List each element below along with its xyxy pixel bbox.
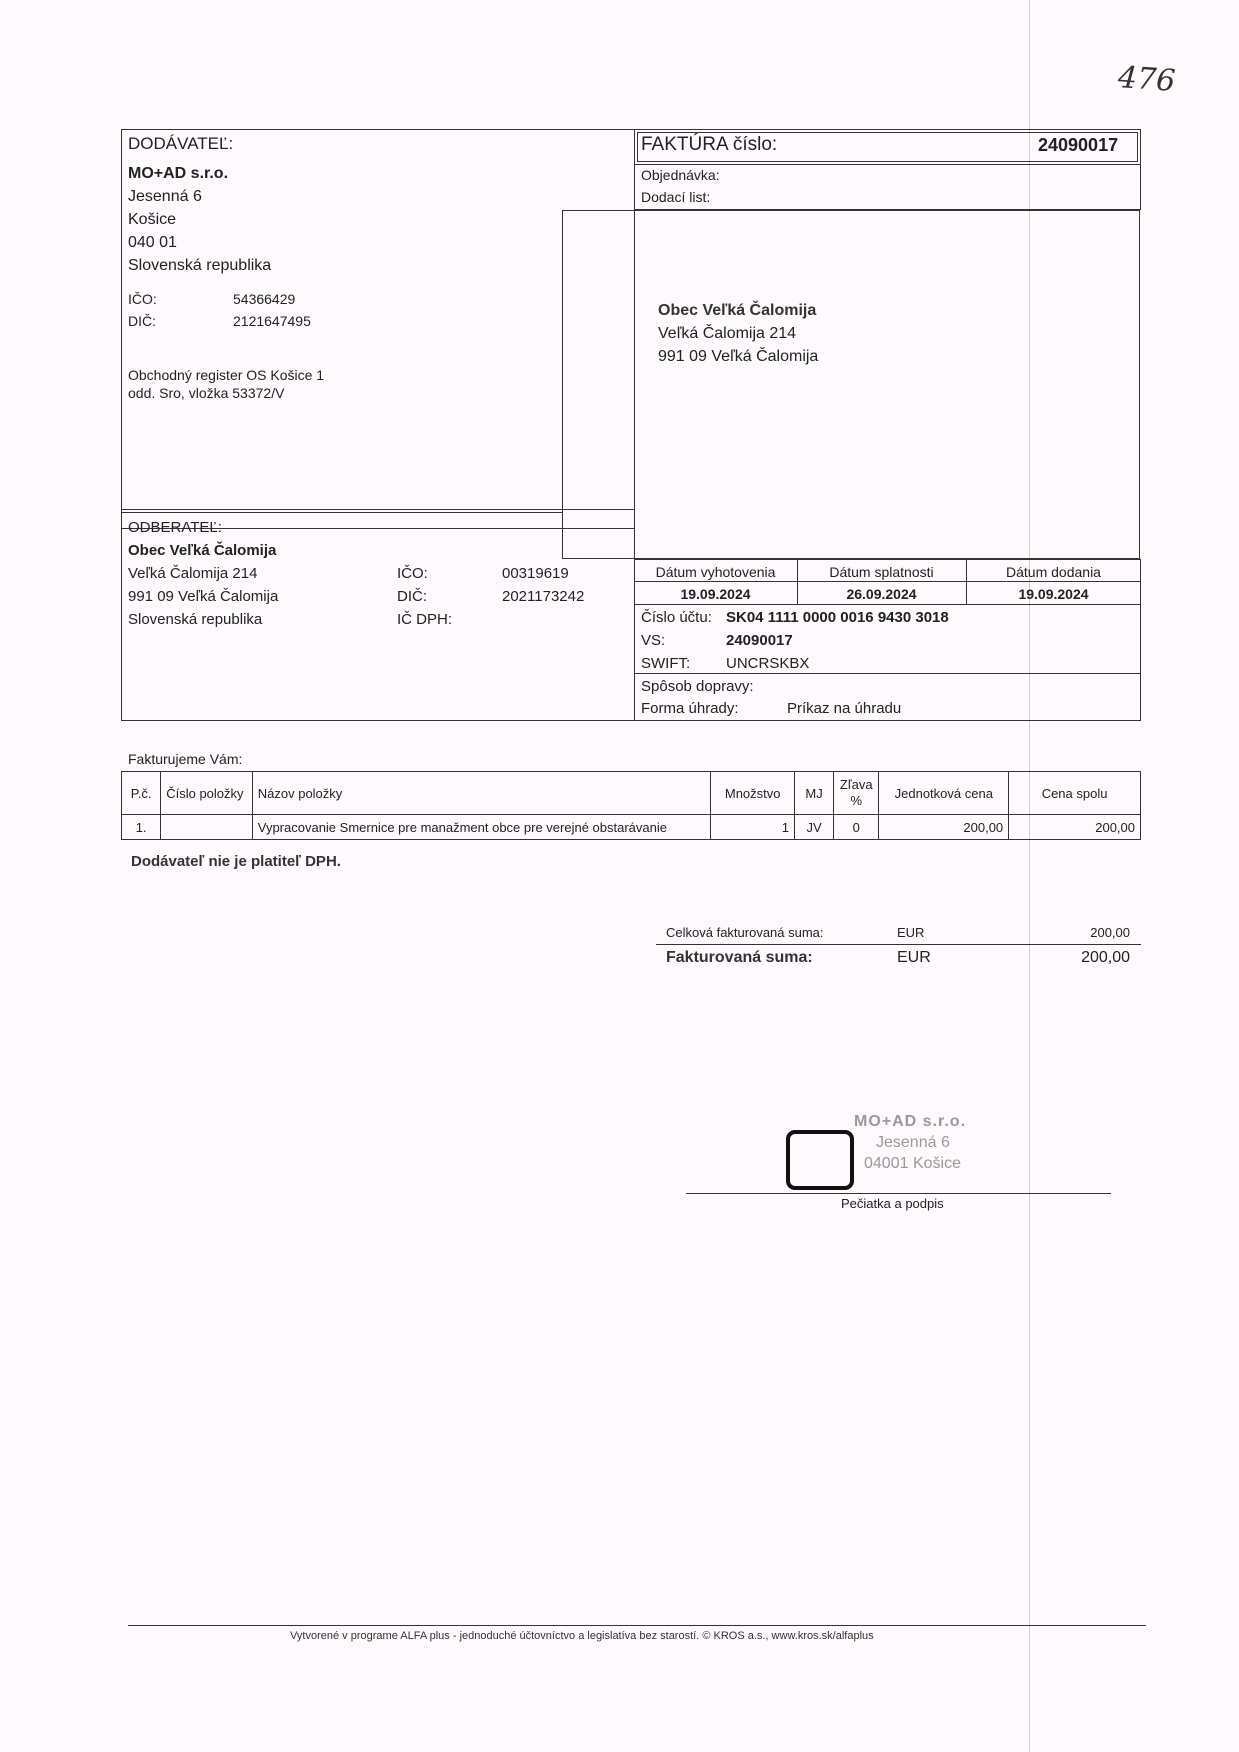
total-currency: EUR	[897, 925, 925, 940]
row-discount: 0	[834, 815, 879, 840]
swift-label: SWIFT:	[641, 655, 691, 672]
signature-line	[686, 1193, 1111, 1194]
customer-heading: ODBERATEĽ:	[128, 519, 222, 536]
supplier-register-line1: Obchodný register OS Košice 1	[128, 367, 325, 383]
account-label: Číslo účtu:	[641, 609, 712, 626]
invoice-title: FAKTÚRA číslo:	[641, 134, 778, 155]
payment-transport-line	[634, 673, 1141, 674]
stamp-line2: Jesenná 6	[876, 1134, 950, 1151]
payment-box	[634, 559, 1141, 721]
customer-city: 991 09 Veľká Čalomija	[128, 588, 279, 605]
row-pc: 1.	[122, 815, 161, 840]
customer-dic-label: DIČ:	[397, 588, 427, 605]
invoiced-currency: EUR	[897, 949, 931, 966]
payment-method-label: Forma úhrady:	[641, 700, 739, 717]
supplier-ico-label: IČO:	[128, 291, 157, 307]
supplier-register-line2: odd. Sro, vložka 53372/V	[128, 385, 285, 401]
handwritten-number: 476	[1116, 60, 1177, 99]
total-value: 200,00	[1090, 925, 1130, 940]
address-window-box	[562, 210, 1140, 559]
account-value: SK04 1111 0000 0016 9430 3018	[726, 609, 949, 626]
supplier-country: Slovenská republika	[128, 257, 272, 274]
invoiced-label: Fakturovaná suma:	[666, 949, 813, 966]
signature-mark	[786, 1130, 854, 1190]
supplier-dic-value: 2121647495	[233, 313, 311, 329]
footer-text: Vytvorené v programe ALFA plus - jednoduché účtovníctvo a legislatíva bez starostí. © KROS a.s., www.kros.sk/alfaplus	[290, 1630, 874, 1642]
customer-country: Slovenská republika	[128, 611, 263, 628]
transport-label: Spôsob dopravy:	[641, 678, 754, 695]
customer-ico-value: 00319619	[502, 565, 569, 582]
due-date-label: Dátum splatnosti	[829, 564, 934, 580]
issue-date-value: 19.09.2024	[680, 586, 751, 602]
row-unit: JV	[794, 815, 833, 840]
vat-note: Dodávateľ nie je platiteľ DPH.	[131, 853, 341, 870]
supplier-zip: 040 01	[128, 234, 177, 251]
payment-method-value: Príkaz na úhradu	[787, 700, 902, 717]
order-label: Objednávka:	[641, 167, 720, 183]
row-total: 200,00	[1009, 815, 1141, 840]
col-unit-price: Jednotková cena	[879, 772, 1009, 815]
row-name: Vypracovanie Smernice pre manažment obce pre verejné obstarávanie	[252, 815, 711, 840]
col-qty: Množstvo	[711, 772, 794, 815]
row-code	[161, 815, 253, 840]
invoiced-value: 200,00	[1081, 949, 1130, 966]
supplier-name: MO+AD s.r.o.	[128, 165, 229, 182]
swift-value: UNCRSKBX	[726, 655, 810, 672]
stamp-line1: MO+AD s.r.o.	[854, 1113, 967, 1130]
customer-name: Obec Veľká Čalomija	[128, 542, 277, 559]
col-pc: P.č.	[122, 772, 161, 815]
customer-dic-value: 2021173242	[502, 588, 585, 605]
customer-top-line	[121, 512, 562, 513]
due-date-value: 26.09.2024	[846, 586, 917, 602]
delivery-note-label: Dodací list:	[641, 189, 711, 205]
recipient-name: Obec Veľká Čalomija	[658, 302, 817, 319]
invoice-title-separator	[634, 164, 1141, 165]
customer-street: Veľká Čalomija 214	[128, 565, 258, 582]
dates-value-line	[634, 604, 1141, 605]
invoice-number: 24090017	[1038, 135, 1119, 155]
items-table	[121, 771, 1141, 840]
vs-label: VS:	[641, 632, 666, 649]
col-unit: MJ	[794, 772, 833, 815]
delivery-date-label: Dátum dodania	[1006, 564, 1101, 580]
customer-icdph-label: IČ DPH:	[397, 611, 453, 628]
signature-label: Pečiatka a podpis	[841, 1196, 944, 1211]
col-name: Názov položky	[252, 772, 711, 815]
items-header-row	[122, 772, 1141, 815]
supplier-heading: DODÁVATEĽ:	[128, 134, 234, 153]
totals-separator	[656, 944, 1141, 945]
col-total: Cena spolu	[1009, 772, 1141, 815]
supplier-street: Jesenná 6	[128, 188, 202, 205]
row-unit-price: 200,00	[879, 815, 1009, 840]
col-code: Číslo položky	[161, 772, 253, 815]
col-discount	[834, 772, 879, 815]
issue-date-label: Dátum vyhotovenia	[655, 564, 776, 580]
col-discount-line2: %	[850, 793, 863, 808]
stamp-line3: 04001 Košice	[864, 1155, 961, 1172]
items-intro: Fakturujeme Vám:	[128, 751, 243, 767]
dates-label-line	[634, 581, 1141, 582]
footer-line	[128, 1625, 1146, 1626]
supplier-dic-label: DIČ:	[128, 313, 156, 329]
customer-ico-label: IČO:	[397, 565, 428, 582]
total-label: Celková fakturovaná suma:	[666, 925, 824, 940]
table-row	[122, 815, 1141, 840]
supplier-ico-value: 54366429	[233, 291, 296, 307]
row-qty: 1	[711, 815, 794, 840]
recipient-street: Veľká Čalomija 214	[658, 325, 797, 342]
delivery-date-value: 19.09.2024	[1018, 586, 1089, 602]
col-discount-line1: Zľava	[839, 777, 873, 792]
supplier-city: Košice	[128, 211, 177, 228]
vs-value: 24090017	[726, 632, 793, 649]
recipient-city: 991 09 Veľká Čalomija	[658, 348, 819, 365]
